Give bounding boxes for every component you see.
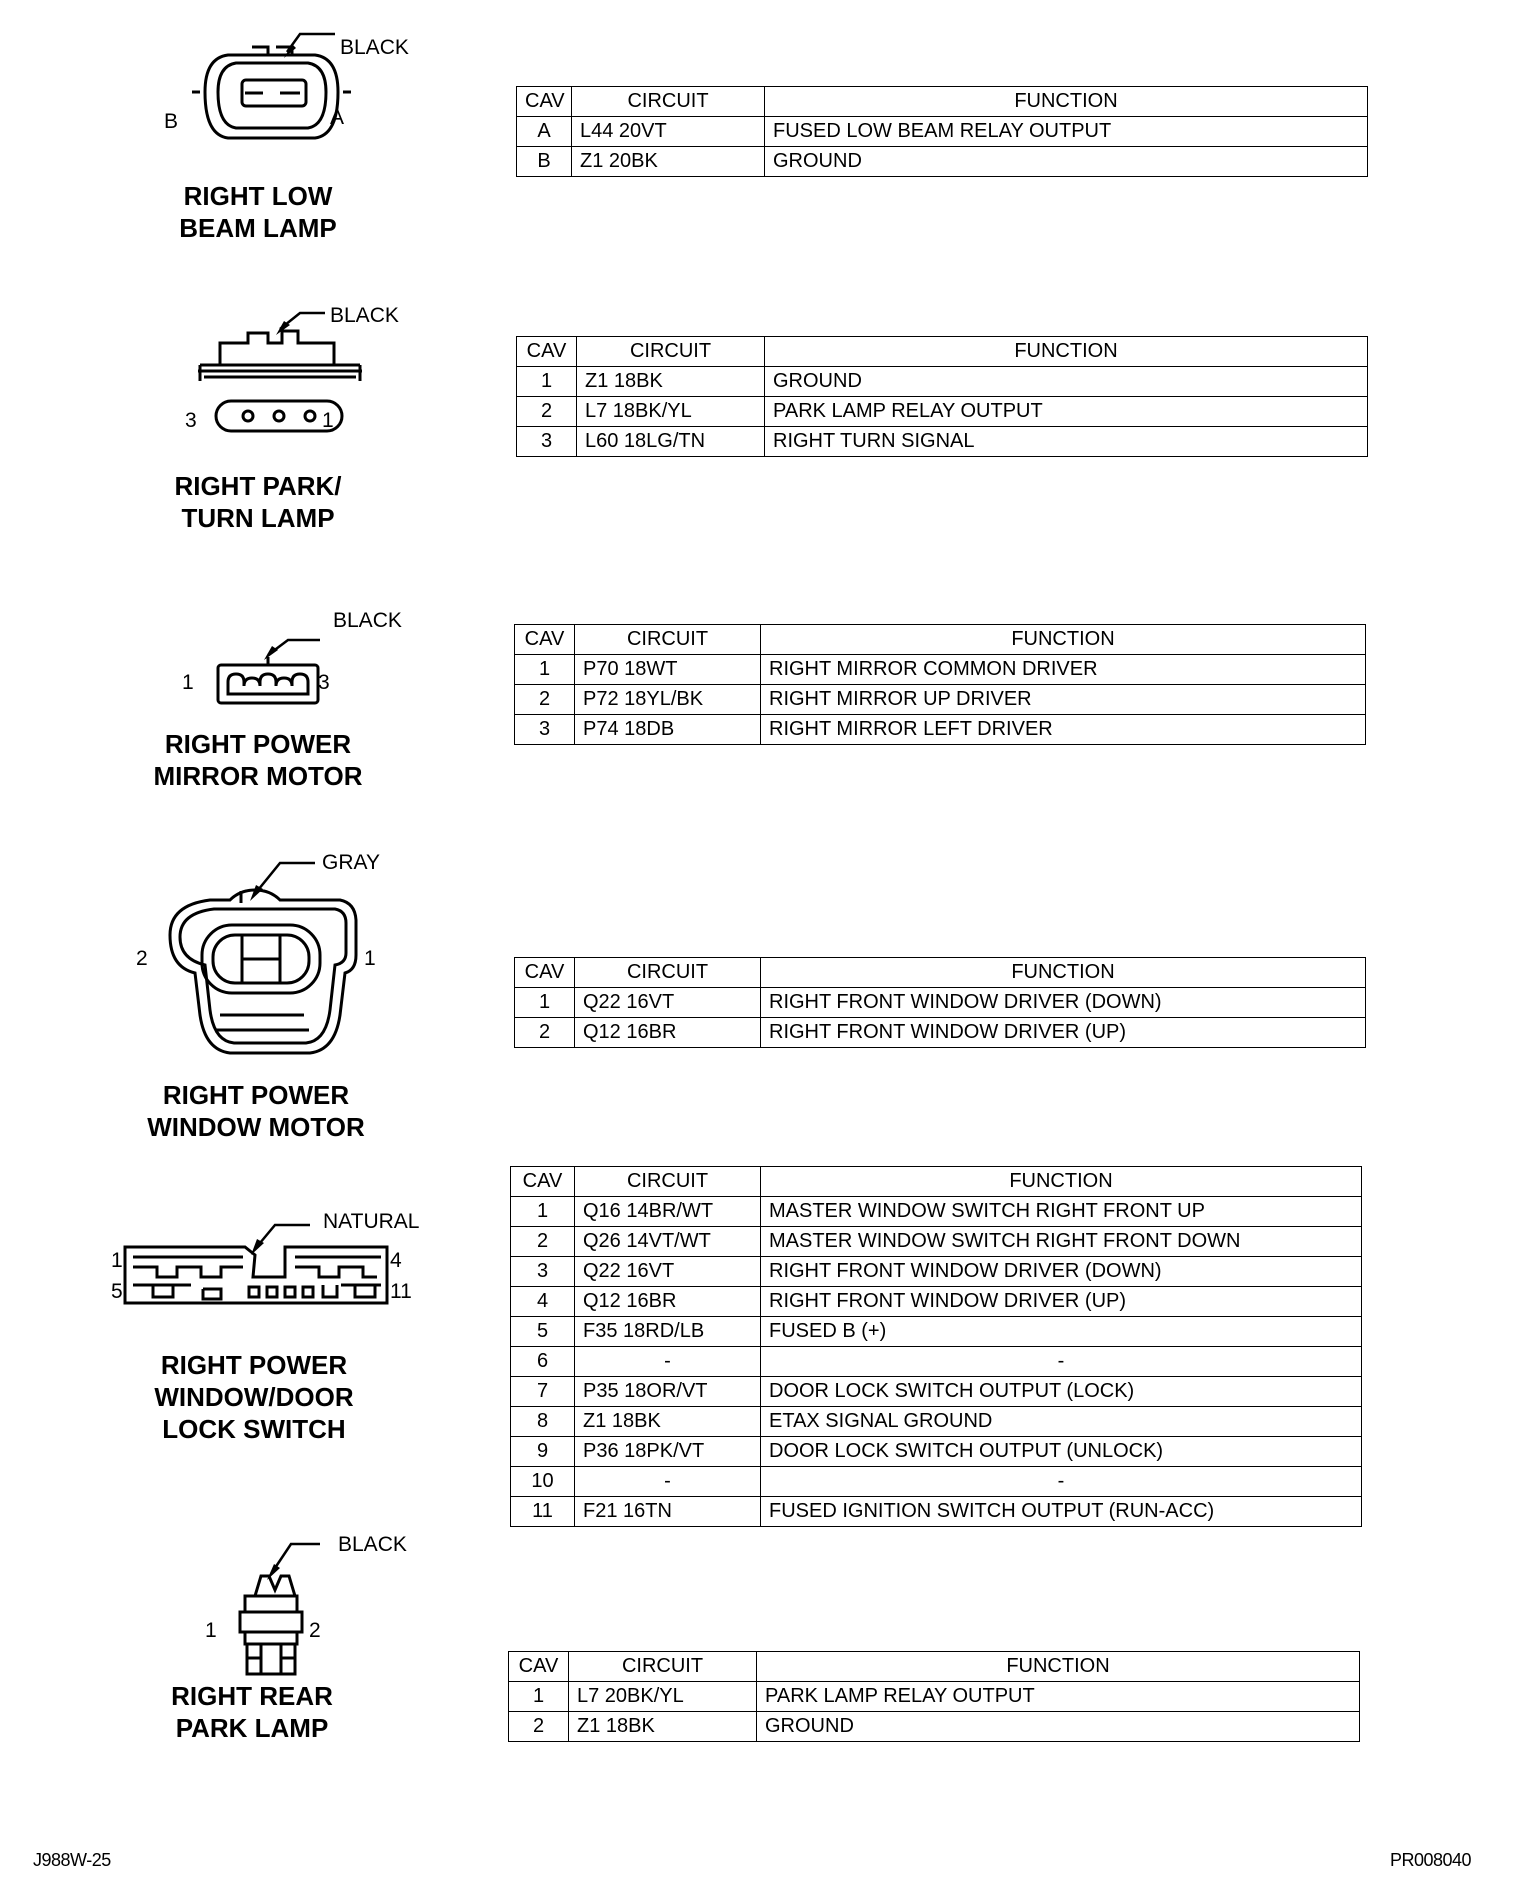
- title-line: WINDOW/DOOR: [154, 1382, 354, 1412]
- circuit-cell: F21 16TN: [575, 1497, 761, 1527]
- cav-cell: 1: [511, 1197, 575, 1227]
- cav-cell: 1: [517, 367, 577, 397]
- title-line: RIGHT LOW: [183, 181, 333, 211]
- table-row: [511, 1377, 1362, 1407]
- table-header-row: [517, 87, 1368, 117]
- table-header-row: [515, 625, 1366, 655]
- cav-cell: 7: [511, 1377, 575, 1407]
- connector-diagram: [150, 36, 410, 160]
- connector-title: [108, 728, 408, 792]
- function-cell: DOOR LOCK SWITCH OUTPUT (UNLOCK): [761, 1437, 1362, 1467]
- col-header-circuit: CIRCUIT: [572, 87, 765, 117]
- table-row: [517, 427, 1368, 457]
- circuit-cell: Q22 16VT: [575, 1257, 761, 1287]
- circuit-cell: Q22 16VT: [575, 988, 761, 1018]
- wire-color-label: BLACK: [330, 304, 399, 327]
- function-cell: GROUND: [757, 1712, 1360, 1742]
- pin-label-5: 5: [111, 1280, 123, 1303]
- cav-cell: 5: [511, 1317, 575, 1347]
- col-header-cav: CAV: [517, 87, 572, 117]
- cav-cell: 4: [511, 1287, 575, 1317]
- circuit-cell: L60 18LG/TN: [577, 427, 765, 457]
- pinout-table: [514, 624, 1366, 745]
- function-cell: PARK LAMP RELAY OUTPUT: [757, 1682, 1360, 1712]
- function-cell: GROUND: [765, 147, 1368, 177]
- title-line: RIGHT POWER: [164, 729, 352, 759]
- pinout-table: [516, 336, 1368, 457]
- function-cell: DOOR LOCK SWITCH OUTPUT (LOCK): [761, 1377, 1362, 1407]
- table-row: [517, 367, 1368, 397]
- circuit-cell: L7 20BK/YL: [569, 1682, 757, 1712]
- pinout-table: [510, 1166, 1362, 1527]
- title-line: BEAM LAMP: [179, 213, 337, 243]
- table-row: [515, 715, 1366, 745]
- cav-cell: 2: [509, 1712, 569, 1742]
- pin-label-1: 1: [182, 671, 194, 694]
- table-row: [511, 1317, 1362, 1347]
- col-header-circuit: CIRCUIT: [569, 1652, 757, 1682]
- function-cell: MASTER WINDOW SWITCH RIGHT FRONT UP: [761, 1197, 1362, 1227]
- cav-cell: 1: [515, 655, 575, 685]
- connector-diagram: [180, 305, 420, 435]
- figure-id-right: PR008040: [1390, 1850, 1472, 1870]
- circuit-cell: P70 18WT: [575, 655, 761, 685]
- title-line: RIGHT PARK/: [174, 471, 342, 501]
- circuit-cell: -: [575, 1347, 761, 1377]
- circuit-cell: Q12 16BR: [575, 1018, 761, 1048]
- function-cell: FUSED B (+): [761, 1317, 1362, 1347]
- wire-color-label: BLACK: [333, 609, 402, 632]
- table-row: [511, 1197, 1362, 1227]
- cav-cell: 3: [515, 715, 575, 745]
- function-cell: MASTER WINDOW SWITCH RIGHT FRONT DOWN: [761, 1227, 1362, 1257]
- title-line: TURN LAMP: [181, 503, 335, 533]
- col-header-cav: CAV: [511, 1167, 575, 1197]
- function-cell: FUSED LOW BEAM RELAY OUTPUT: [765, 117, 1368, 147]
- col-header-cav: CAV: [515, 625, 575, 655]
- connector-diagram: [195, 1530, 425, 1680]
- cav-cell: B: [517, 147, 572, 177]
- table-row: [511, 1497, 1362, 1527]
- table-row: [511, 1407, 1362, 1437]
- function-cell: RIGHT FRONT WINDOW DRIVER (UP): [761, 1018, 1366, 1048]
- table-row: [517, 117, 1368, 147]
- cav-cell: 6: [511, 1347, 575, 1377]
- cav-cell: 1: [509, 1682, 569, 1712]
- wire-color-label: BLACK: [338, 1533, 407, 1556]
- pin-label-1: 1: [111, 1249, 123, 1272]
- cav-cell: 10: [511, 1467, 575, 1497]
- circuit-cell: -: [575, 1467, 761, 1497]
- circuit-cell: L7 18BK/YL: [577, 397, 765, 427]
- table-header-row: [515, 958, 1366, 988]
- pin-label-1: 1: [322, 409, 334, 432]
- function-cell: PARK LAMP RELAY OUTPUT: [765, 397, 1368, 427]
- table-row: [515, 1018, 1366, 1048]
- col-header-cav: CAV: [515, 958, 575, 988]
- cav-cell: 2: [515, 1018, 575, 1048]
- cav-cell: 3: [517, 427, 577, 457]
- pin-label-1: 1: [364, 947, 376, 970]
- function-cell: ETAX SIGNAL GROUND: [761, 1407, 1362, 1437]
- col-header-circuit: CIRCUIT: [575, 625, 761, 655]
- cav-cell: 1: [515, 988, 575, 1018]
- table-row: [511, 1287, 1362, 1317]
- function-cell: RIGHT TURN SIGNAL: [765, 427, 1368, 457]
- circuit-cell: Z1 18BK: [569, 1712, 757, 1742]
- title-line: RIGHT POWER: [162, 1080, 350, 1110]
- function-cell: RIGHT FRONT WINDOW DRIVER (DOWN): [761, 988, 1366, 1018]
- col-header-function: FUNCTION: [761, 958, 1366, 988]
- cav-cell: 2: [517, 397, 577, 427]
- cav-cell: 9: [511, 1437, 575, 1467]
- cav-cell: A: [517, 117, 572, 147]
- cav-cell: 8: [511, 1407, 575, 1437]
- function-cell: GROUND: [765, 367, 1368, 397]
- pin-label-2: 2: [309, 1619, 321, 1642]
- cav-cell: 3: [511, 1257, 575, 1287]
- circuit-cell: Q26 14VT/WT: [575, 1227, 761, 1257]
- table-row: [509, 1712, 1360, 1742]
- circuit-cell: Z1 20BK: [572, 147, 765, 177]
- wire-color-label: GRAY: [322, 851, 380, 874]
- cav-cell: 2: [511, 1227, 575, 1257]
- function-cell: RIGHT FRONT WINDOW DRIVER (UP): [761, 1287, 1362, 1317]
- table-row: [509, 1682, 1360, 1712]
- circuit-cell: L44 20VT: [572, 117, 765, 147]
- connector-title: [106, 1079, 406, 1143]
- table-row: [517, 147, 1368, 177]
- connector-title: [108, 470, 408, 534]
- table-row: [511, 1257, 1362, 1287]
- connector-title: [102, 1680, 402, 1744]
- circuit-cell: P36 18PK/VT: [575, 1437, 761, 1467]
- table-row: [515, 655, 1366, 685]
- table-header-row: [509, 1652, 1360, 1682]
- pin-label-1: 1: [205, 1619, 217, 1642]
- pin-label-11: 11: [390, 1280, 412, 1303]
- title-line: RIGHT POWER: [160, 1350, 348, 1380]
- connector-diagram: [105, 1205, 425, 1315]
- table-row: [517, 397, 1368, 427]
- col-header-cav: CAV: [509, 1652, 569, 1682]
- col-header-circuit: CIRCUIT: [575, 1167, 761, 1197]
- circuit-cell: Q12 16BR: [575, 1287, 761, 1317]
- function-cell: RIGHT FRONT WINDOW DRIVER (DOWN): [761, 1257, 1362, 1287]
- table-row: [515, 988, 1366, 1018]
- circuit-cell: Z1 18BK: [577, 367, 765, 397]
- col-header-cav: CAV: [517, 337, 577, 367]
- cav-cell: 11: [511, 1497, 575, 1527]
- col-header-circuit: CIRCUIT: [575, 958, 761, 988]
- table-row: [511, 1467, 1362, 1497]
- pin-label-2: 2: [136, 947, 148, 970]
- pin-label-3: 3: [318, 671, 330, 694]
- function-cell: RIGHT MIRROR COMMON DRIVER: [761, 655, 1366, 685]
- pinout-table: [514, 957, 1366, 1048]
- connector-title: [104, 1349, 404, 1445]
- table-row: [511, 1227, 1362, 1257]
- title-line: LOCK SWITCH: [162, 1414, 346, 1444]
- col-header-function: FUNCTION: [761, 625, 1366, 655]
- pin-label-4: 4: [390, 1249, 402, 1272]
- cav-cell: 2: [515, 685, 575, 715]
- table-row: [511, 1437, 1362, 1467]
- table-header-row: [517, 337, 1368, 367]
- pin-label-3: 3: [185, 409, 197, 432]
- col-header-function: FUNCTION: [757, 1652, 1360, 1682]
- table-row: [511, 1347, 1362, 1377]
- wire-color-label: NATURAL: [323, 1210, 420, 1233]
- function-cell: RIGHT MIRROR LEFT DRIVER: [761, 715, 1366, 745]
- circuit-cell: Z1 18BK: [575, 1407, 761, 1437]
- connector-diagram: [180, 610, 420, 710]
- connector-title: [108, 180, 408, 244]
- title-line: MIRROR MOTOR: [153, 761, 363, 791]
- col-header-function: FUNCTION: [761, 1167, 1362, 1197]
- wire-color-label: BLACK: [340, 36, 409, 59]
- function-cell: RIGHT MIRROR UP DRIVER: [761, 685, 1366, 715]
- pin-label-a: A: [330, 106, 345, 129]
- function-cell: FUSED IGNITION SWITCH OUTPUT (RUN-ACC): [761, 1497, 1362, 1527]
- function-cell: -: [761, 1467, 1362, 1497]
- table-header-row: [511, 1167, 1362, 1197]
- title-line: WINDOW MOTOR: [147, 1112, 365, 1142]
- circuit-cell: P74 18DB: [575, 715, 761, 745]
- function-cell: -: [761, 1347, 1362, 1377]
- figure-id-left: J988W-25: [33, 1850, 111, 1870]
- pinout-table: [516, 86, 1368, 177]
- circuit-cell: P35 18OR/VT: [575, 1377, 761, 1407]
- circuit-cell: F35 18RD/LB: [575, 1317, 761, 1347]
- col-header-function: FUNCTION: [765, 337, 1368, 367]
- table-row: [515, 685, 1366, 715]
- title-line: RIGHT REAR: [171, 1681, 333, 1711]
- circuit-cell: P72 18YL/BK: [575, 685, 761, 715]
- circuit-cell: Q16 14BR/WT: [575, 1197, 761, 1227]
- two-pin-motor-connector-icon: [130, 855, 390, 1065]
- col-header-circuit: CIRCUIT: [577, 337, 765, 367]
- pinout-table: [508, 1651, 1360, 1742]
- col-header-function: FUNCTION: [765, 87, 1368, 117]
- title-line: PARK LAMP: [175, 1713, 329, 1743]
- pin-label-b: B: [164, 110, 179, 133]
- connector-diagram: [130, 851, 390, 1065]
